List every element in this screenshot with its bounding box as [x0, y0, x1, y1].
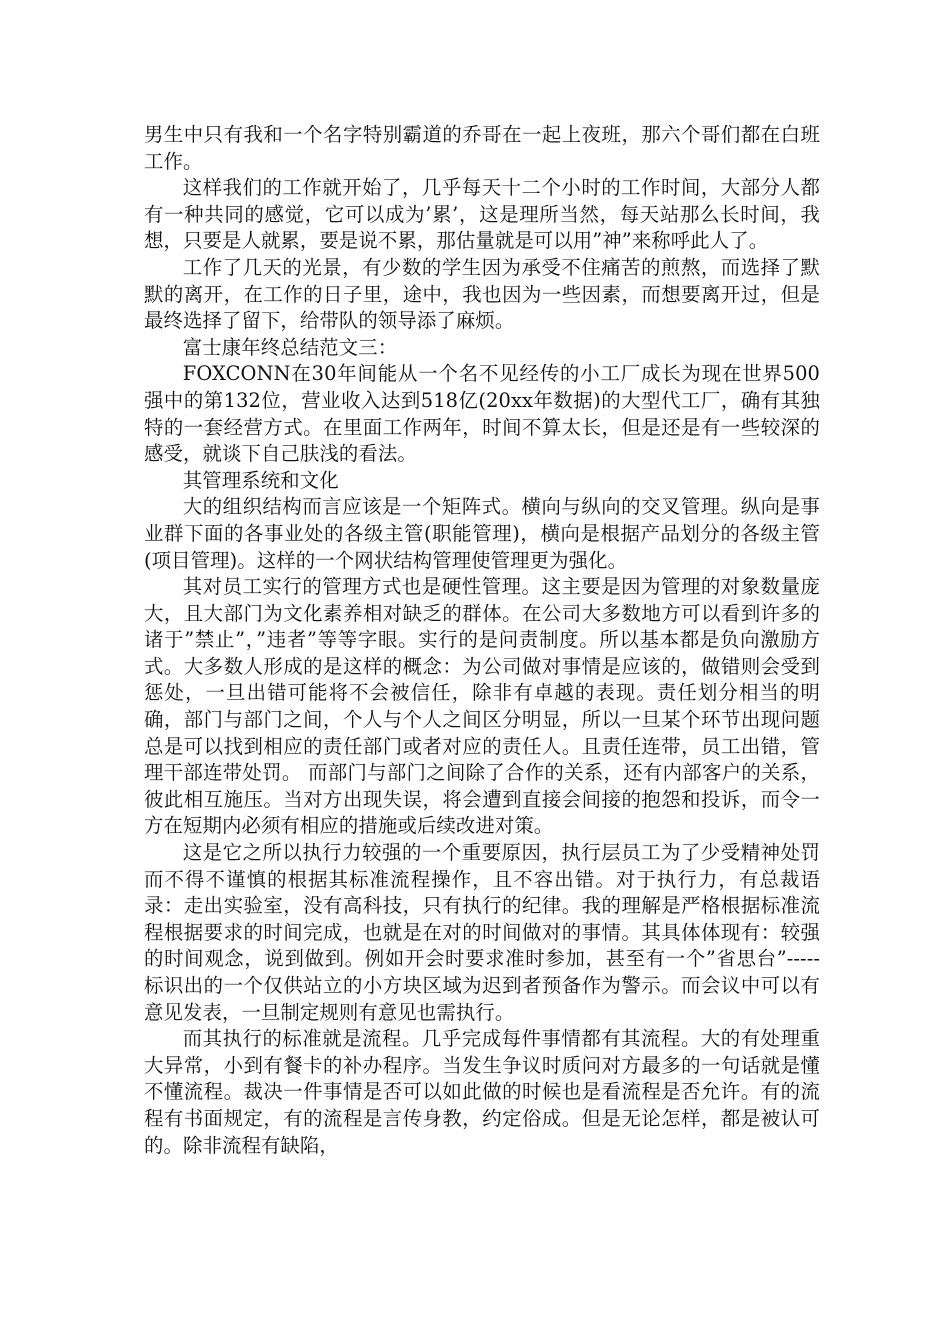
paragraph-3: 工作了几天的光景，有少数的学生因为承受不住痛苦的煎熬，而选择了默默的离开，在工作的日子里，途中，我也因为一些因素，而想要离开过，但是最终选择了留下，给带队的领导添了麻烦。	[144, 255, 820, 333]
paragraph-7: 大的组织结构而言应该是一个矩阵式。横向与纵向的交叉管理。纵向是事业群下面的各事业处的各级主管(职能管理)，横向是根据产品划分的各级主管(项目管理)。这样的一个网状结构管理使管理更为强化。	[144, 495, 820, 572]
subheading-management: 其管理系统和文化	[182, 468, 339, 492]
paragraph-9: 这是它之所以执行力较强的一个重要原因，执行层员工为了少受精神处罚而不得不谨慎的根据其标准流程操作，且不容出错。对于执行力，有总裁语录：走出实验室，没有高科技，只有执行的纪律。我的理解是严格根据标准流程根据要求的时间完成，也就是在对的时间做对的事情。其具体体现有：较强的时间观念，说到做到。例如开会时要求准时参加，甚至有一个”省思台”-----标识出的一个仅供站立的小方块区域为迟到者预备作为警示。而会议中可以有意见发表，一旦制定规则有意见也需执行。	[144, 841, 820, 1024]
paragraph-1: 男生中只有我和一个名字特别霸道的乔哥在一起上夜班，那六个哥们都在白班工作。	[144, 123, 820, 173]
paragraph-8: 其对员工实行的管理方式也是硬性管理。这主要是因为管理的对象数量庞大，且大部门为文化素养相对缺乏的群体。在公司大多数地方可以看到许多的诸于”禁止”，”违者”等等字眼。实行的是问责制度。所以基本都是负向激励方式。大多数人形成的是这样的概念：为公司做对事情是应该的，做错则会受到惩处，一旦出错可能将不会被信任，除非有卓越的表现。责任划分相当的明确，部门与部门之间，个人与个人之间区分明显，所以一旦某个环节出现问题总是可以找到相应的责任部门或者对应的责任人。且责任连带，员工出错，管理干部连带处罚。 而部门与部门之间除了合作的关系，还有内部客户的关系，彼此相互施压。当对方出现失误，将会遭到直接会间接的抱怨和投诉，而令一方在短期内必须有相应的措施或后续改进对策。	[144, 575, 820, 838]
section-heading-3: 富士康年终总结范文三：	[182, 335, 398, 359]
document-page	[144, 122, 820, 1159]
paragraph-5: FOXCONN在30年间能从一个名不见经传的小工厂成长为现在世界500强中的第132位，营业收入达到518亿(20xx年数据)的大型代工厂，确有其独特的一套经营方式。在里面工作两年，时间不算太长，但是还是有一些较深的感受，就谈下自己肤浅的看法。	[144, 362, 820, 466]
paragraph-10: 而其执行的标准就是流程。几乎完成每件事情都有其流程。大的有处理重大异常，小到有餐卡的补办程序。当发生争议时质问对方最多的一句话就是懂不懂流程。裁决一件事情是否可以如此做的时候也是看流程是否允许。有的流程有书面规定，有的流程是言传身教，约定俗成。但是无论怎样，都是被认可的。除非流程有缺陷，	[144, 1027, 820, 1157]
paragraph-2: 这样我们的工作就开始了，几乎每天十二个小时的工作时间，大部分人都有一种共同的感觉，它可以成为’累’，这是理所当然，每天站那么长时间，我想，只要是人就累，要是说不累，那估量就是可以用”神”来称呼此人了。	[144, 176, 820, 253]
